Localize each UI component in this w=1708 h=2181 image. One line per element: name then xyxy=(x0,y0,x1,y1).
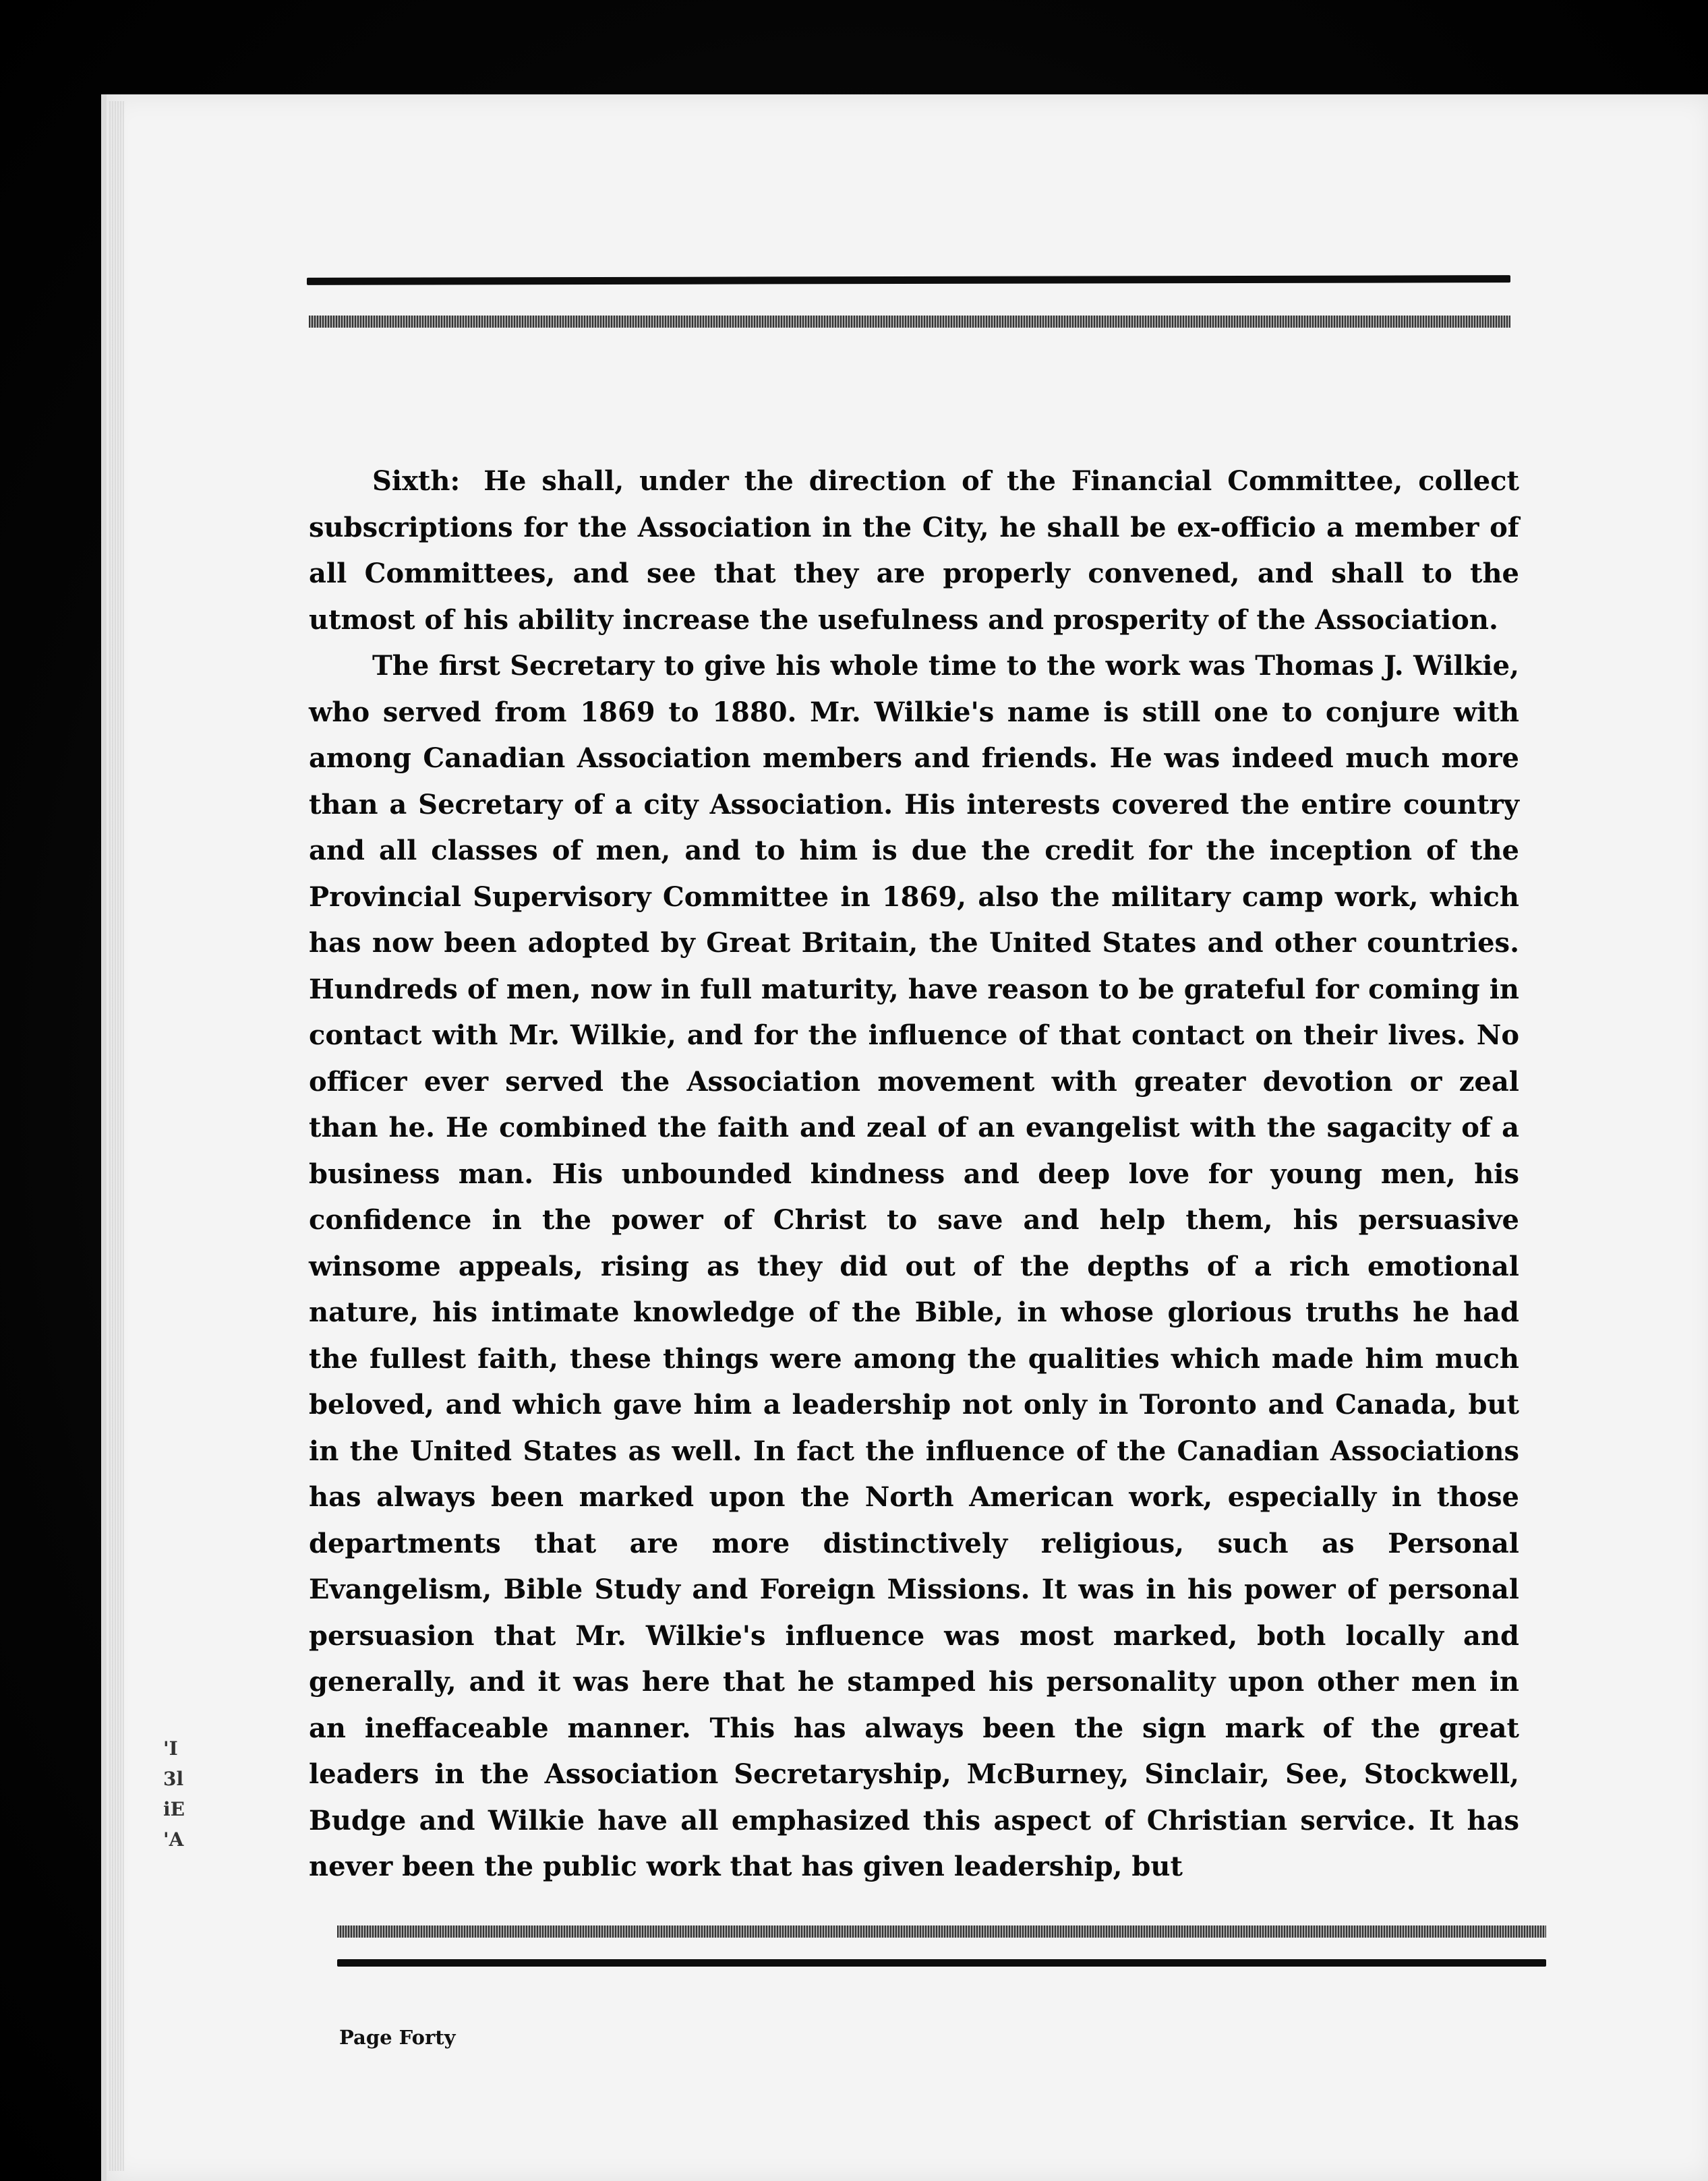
paragraph-wilkie xyxy=(309,643,1519,1890)
margin-fragment: 'A xyxy=(163,1828,184,1851)
paragraph-label: Sixth: xyxy=(372,465,461,497)
paragraph-text: He shall, under the direction of the Financial Committee, collect subscriptions for the Association in the City, he shall be ex-officio a member of all Committees, and see that they are properly convened, and shall to the utmost of his ability increase the usefulness and prosperity of the Association. xyxy=(309,465,1519,636)
margin-fragment: iE xyxy=(163,1798,185,1820)
paragraph-sixth xyxy=(309,458,1519,643)
page-edge-shadow xyxy=(108,101,124,2171)
paragraph-text: The first Secretary to give his whole time to the work was Thomas J. Wilkie, who served from 1869 to 1880. Mr. Wilkie's name is still one to conjure with among Canadian Association members and friends. He was indeed much more than a Secretary of a city Association. His interests covered the entire country and all classes of men, and to him is due the credit for the inception of the Provincial Supervisory Committee in 1869, also the military camp work, which has now been adopted by Great Britain, the United States and other countries. Hundreds of men, now in full maturity, have reason to be grateful for coming in contact with Mr. Wilkie, and for the influence of that contact on their lives. No officer ever served the Association movement with greater devotion or zeal than he. He combined the faith and zeal of an evangelist with the sagacity of a business man. His unbounded kindness and deep love for young men, his confidence in the power of Christ to save and help them, his persuasive winsome appeals, rising as they did out of the depths of a rich emotional nature, his intimate knowledge of the Bible, in whose glorious truths he had the fullest faith, these things were among the qualities which made him much beloved, and which gave him a leadership not only in Toronto and Canada, but in the United States as well. In fact the influence of the Canadian Associations has always been marked upon the North American work, especially in those departments that are more distinctively religious, such as Personal Evangelism, Bible Study and Foreign Missions. It was in his power of personal persuasion that Mr. Wilkie's influence was most marked, both locally and generally, and it was here that he stamped his personality upon other men in an ineffaceable manner. This has always been the sign mark of the great leaders in the Association Secretaryship, McBurney, Sinclair, See, Stockwell, Budge and Wilkie have all emphasized this aspect of Christian service. It has never been the public work that has given leadership, but xyxy=(309,650,1519,1882)
bottom-rule-solid xyxy=(337,1959,1546,1967)
top-rule-hatched xyxy=(309,316,1510,328)
page-number: Page Forty xyxy=(339,2026,456,2049)
bottom-rule-hatched xyxy=(337,1925,1546,1938)
margin-fragment: 'I xyxy=(163,1737,178,1760)
body-text xyxy=(309,458,1519,1890)
margin-fragment: 3l xyxy=(163,1768,184,1790)
